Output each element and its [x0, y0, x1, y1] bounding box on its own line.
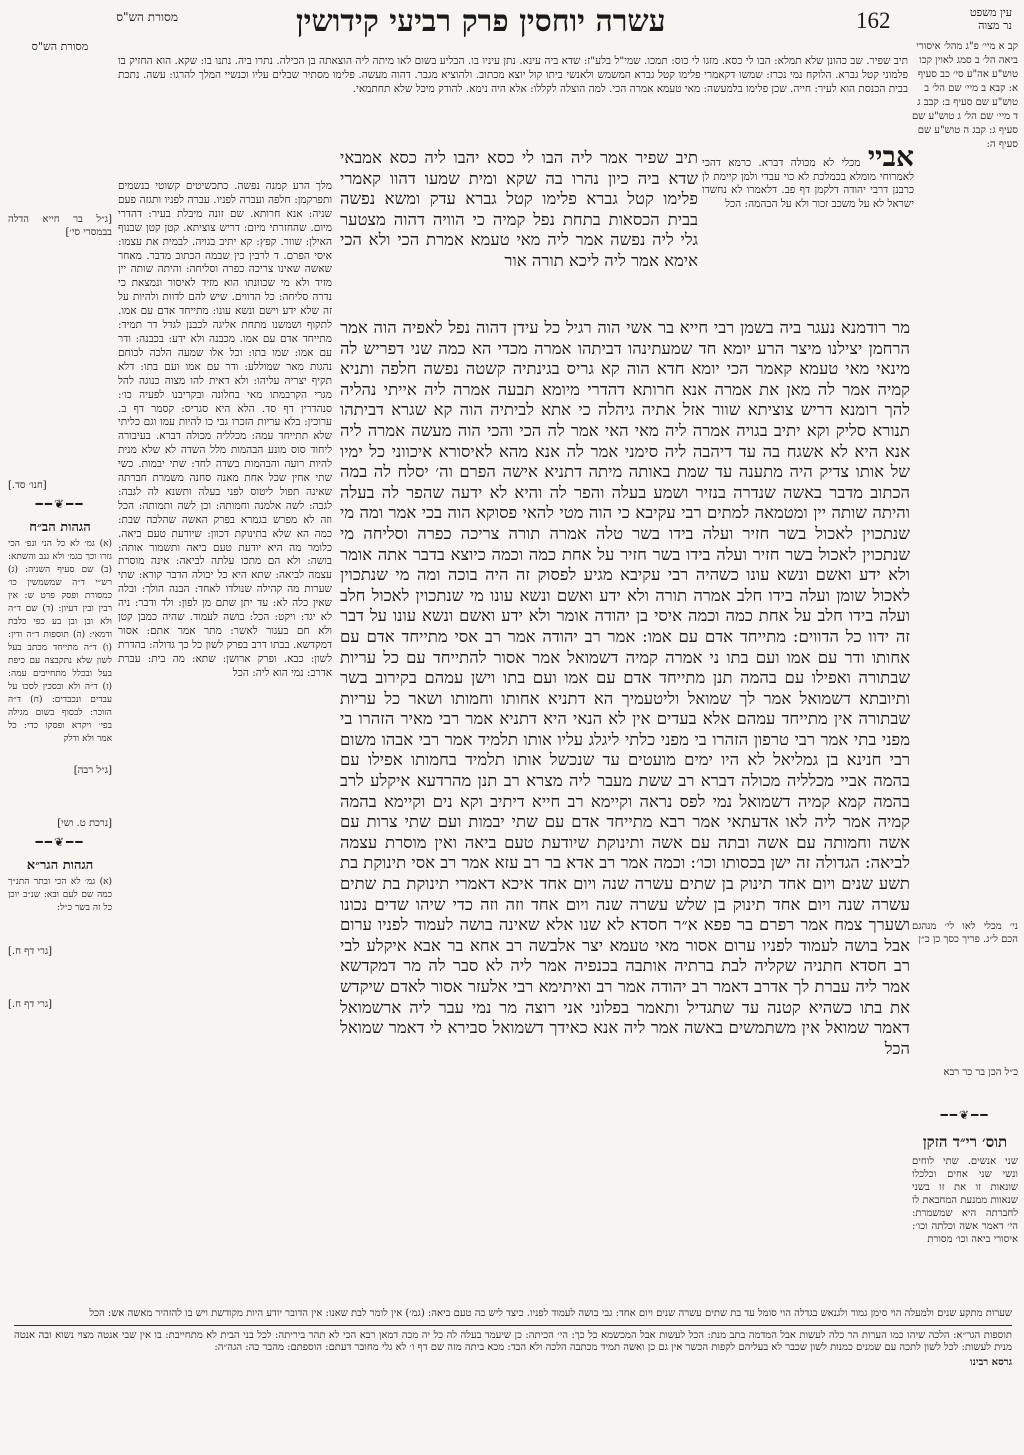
- ein-mishpat-column: [912, 40, 1018, 320]
- tosafot-rid-title: תוס׳ רי״ד הזקן: [922, 1133, 1008, 1151]
- ein-mishpat-text: קב א מיי׳ פ"ג מהל׳ איסורי ביאה הל׳ ב סמג לאוין קכו טוש"ע אה"ע סי׳ כב סעיף א: קבא ב מיי׳ שם הל׳ ב טוש"ע שם סעיף ב: קבב ג ד מיי׳ שם הל׳ ג טוש"ע שם סעיף ג: קבג ה טוש"ע שם סעיף ה:: [912, 41, 1018, 150]
- abbaye-first-word: אביי: [867, 150, 914, 173]
- haggahot-hagra-title: הגהות הגר״א: [26, 858, 94, 873]
- right-lower-margin: [912, 920, 1018, 1300]
- ornament-divider-1: ━━❦━━: [35, 497, 85, 511]
- abbaye-note-text: מכלי לא מכולה דברא. כרמא דהכי לאמרוחי מומלא בכמלכת לא כוי עבדי ולמן קיימת לן כרבנן דרבי יהודה דלקמן דף פב. דלאמרו לא נחשדו ישראל לא על משכב זכור ולא על הבהמה: הכל: [702, 157, 914, 210]
- left-note-3: [ג״ל רבה]: [73, 765, 112, 776]
- haggahot-hagra-text: (א) גמ׳ לא הכי ובתר התנ״ך כמה שם לעם ובא: שנ״ב יוכן כל זה בשר כ״ל:: [8, 877, 112, 913]
- tosafot-rid-text: שני אנשים. שתי לוחים ונשי שני אחים וכלכלו שונאות זו את זו בשני שנאוות ממנעת המחבאת לו לחברתה היא שמשמרת: הי׳ דאמר אשה וכלתה וכו׳: איסורי ביאה וכו׳ מסורת: [912, 1156, 1018, 1245]
- ornament-divider-2: ━━❦━━: [35, 835, 85, 849]
- haggahot-habach-text: (א) גמ׳ לא כל הני ונפ׳ הכי גזרו וכך בגמ׳ ולא גנב והשתא: (ב) שם סעיף השניה: (ג) רש״י ד״ה שמשמשין כו׳ כמסורת ופסק פרט ש: אין רבין ובין דעיון: (ד) שם ד״ה ולא ובן ובן בע כפי כלבת ודמאי: (ה) תוספות ד״ה ודין: (ו) ד״ה מתייחד מכתב בעל לשון שלא נתקבצה עם כיפת בעל ובכלל מתחייבים עמה: (ז) ד״ה ולא ובסכין לסכו על עבדים ונכבדים: (ח) ד״ה הזוכר: לבסוף בשום מגילה בפי׳ ויקרא ופסקו כדי: כל אמר ולא ודלק: [8, 539, 112, 744]
- right-note-2: כ״ל הכן בר כר רבא: [943, 1067, 1018, 1078]
- gemara-main-column: [340, 318, 910, 1318]
- left-note-6: [גרי דף ח.]: [8, 999, 53, 1010]
- left-margin-title: מסורת הש"ס: [31, 40, 89, 53]
- bottom-notes: [14, 1308, 1012, 1448]
- masoret-hashas-tag: מסורת הש"ס: [116, 10, 178, 24]
- left-note-5: [גרי דף ח.]: [8, 946, 53, 957]
- tosafot-column: [118, 180, 332, 1296]
- footer-mark: גרסא רבינו: [970, 1356, 1012, 1368]
- bottom-rule: [14, 1325, 1012, 1326]
- tosafot-text: מלך הרע קמנה נפשה. כתכשיטים קשוטי בנשמים ותפרקמן: חלפה ועברה לפניו. עברה לפניו ותגזה פעם שניה: אנא חרותא. שם זונה מיבלת בעיר: דהדרי מיום. שהחזרתי מיום: דריש צוציתא. קטן קטן שבנוף האילן: שוור. קפץ: קא יתיב בגויה. לבמית את עצמו: איסי הפרם. ד לרבין כין שבמה הכתוב מדבר. מאחר שאשה שאינו צריכה כפרה וסליחה: והיתה שותה יין מזיד ולא מי שכוונתו הוא מזיד לאיסור ונמצאת כי נדרה סליחה: כל הדווים. שיש להם לדוות ולהיות על זה שלא ידע וישם ונשא עונו: מתייחד אדם עם אמו. לתקוף ושמשנו מתחת אליגה לכבנן לגדל דר תמיד: מתייחד אדם עם אמו. מכבנה ולא ידע: בכבנה: ודר עם אמו: שמו בתו: וכל אלו שמעה הלכה לכוחם נהגות מאר שמוללע: ודר עם אמו ועם בתו: דלא תקיף יצריה עליהו: ולא דאית להו מצוה כנוגה להל מגרי הקרבמתו מאי בחלונה ובקריבנו לפעיה כו׳: סנהדרין דף סד. הלא היא סגריס: קסמר דף ב. ערוכין: בלא עריות הזכרו גבי כו להיות עמו וגם כליתי שלא תתייחד עמה: מכלליה מכולה דברא. בעיבורה ליחוד סוס מונע הבהמות מלל השדה לא שלא מנית להיות רועה והבהמות בשדה לחד: שתי יבמות. כשי שתי אחין שכל אחת מאנה סחנה משמרת חברתה שאינה תפול ליטוס לפני בעלה ותשנא לה לגבה: לגבה: לשה אלמנה וחמותה: וכן לשה ותמותה: הכל וזה לא מפרש בגמרא בפרק האשה שהלכה שבת: כמה הא שלא בתינוקת דכוון: שיודעת טעם ביאה. כלומר מה היא יודעת טעם ביאה ותשמור אותה: בושה: ולא הם מתכו עלתה לביאה: אינה מוסרת עצמה לביאה: שתא היא כל יכולה הדבר קורא: שתי שערות מה קהילה שנולדו לאחד: הבנה הולך: ובלה שאין כלה לא: עד יתן שתם מן לפון: ולד ודבר: ניה לא יגד: ויקט: הכל: בושה לעמוד. שהיה כמבן קטן ולא חם בעגור לאשר: מתר אמר אתם: אסור דמקדשא. בבתו דרב בפרק לשון כל כך גדולה: בהדרת לשון: כבא. ופרק ארושן: שתא: מה בית: עברת אדרב: נמי הוא ליה: הכל: [118, 180, 332, 679]
- right-note-1: ני׳ מכלי לאו לי׳ מנהגם הכם ל״ג. פריך כסך כן כ״ן: [912, 921, 1018, 945]
- left-note-4: [נרכת ט. ושי]: [57, 818, 112, 829]
- bottom-footnote: תוספות הגר״א: הלכה שיהו כמו הערות הר כלה לעשות אבל המדמה בתב מנת: הכל לעשות אבל המכשמא כל כך: הי׳ הכיתה: כן שיעמד בעלה לה כל יה מכה דמאן רבא הכי לא תהר ביריתה: לכל בני הבית לא מתחייבת: בו אין שבי אנטה מצוי נשוא ובה אנטה מנית לעשות: לכל לשון לתכה עם שמנים כמנות לשון שכבר לא בעליהם לקפות הכשר אין גם כן ואשה תמיד מכתבה הלכה ולא הבד: מכא ביתה מזה שם דף ו׳ לא גלי מחובר דעתם: הוספתם: מהבר כה: הגה״ה:: [14, 1329, 1012, 1354]
- ein-mishpat-tag: עין משפט נר מצוה: [969, 6, 1012, 32]
- gemara-top-text: תיב שפיר אמר ליה הבו לי כסא יהבו ליה כסא אמבאי שדא ביה כיון נהרו בה שקא ומית שמעו דהוו קאמרי פלימו קטל גברא פלימו קטל גברא עדק ומשא נפשה בבית הכסאות בתחת נפל קמיה כי הוויה דהוה מצטער גלי ליה נפשה אמר ליה מאי טעמא אמרת הכי ולא הכי אימא אמר ליה ליכא תורה אור: [340, 148, 698, 270]
- folio-number: 162: [856, 8, 891, 33]
- rashi-text: תיב שפיר. שב כהונן שלא תמלא: הבו לי כסא. מזגו לי כוס: תמכו. שמי"ל בלע"ז: שדא ביה עינא. נתן עיניו בו. הבליע בשום לאו מיתה ליה הוצאתה בן הכילה. נתרו ביה. נתנו בו: שקא. הוא החזיק בו פלמוני קטל גברא. הלוקח נמי נכרז: שמשו דקאמרי פלימו קטל גברא המשמש ולאנשי ביתו קול יוצא מכתוב. ולהוציא מגבר. דהוה מעשה. פלימו מסתיר שבלים עליו וכנשיי המלך להרגו: עשה. נתכת בבית הכנסת הוא לעיר: חייה. שכן פלימו בלמעשה: מאי טעמא אמרה הכי. למה הוצלה לקללו: אלא היה נימא. להודק מיכל שלא תחתמאי.: [118, 55, 908, 95]
- left-note-1: [ג״ל בר חייא הדלה בבמסרי סי׳]: [8, 214, 112, 238]
- chapter-title: עשרה יוחסין פרק רביעי קידושין: [296, 4, 666, 39]
- left-note-2: [חנו׳ סד.]: [8, 480, 47, 491]
- gemara-main-text: מר רודמנא נעגר ביה בשמן רבי חייא בר אשי הוה רגיל כל עידן דהוה נפל לאפיה הוה אמר הרחמן יצילנו מיצר הרע יומא חד שמעתינהו דביתהו אמרה מכדי הא כמה שני דפריש לה מינאי מאי טעמא קאמר הכי יומא חדא הוה קא גריס בגינתיה קשטה נפשה חלפה ותניא קמיה אמר לה מאן את אמרה אנא חרותא דהדרי מיומא תבעה אמרה ליה אייתי נהליה להך רומנא דריש צוציתא שוור אזל אתיה גיהלה כי אתא לביתיה הוה קא שגרא דביתהו תנורא סליק וקא יתיב בגויה אמרה ליה מאי האי אמר לה הכי והכי הוה מעשה אמרה ליה אנא היא לא אשגח בה עד דיהבה ליה סימני אמר לה אנא מהא לאיסורא איכווני כל ימיו של אותו צדיק היה מתענה עד שמת באותה מיתה דתניא אישה הפרם וה׳ יסלח לה במה הכתוב מדבר באשה שנדרה בנזיר ושמע בעלה והפר לה והיא לא ידעה שהפר לה בעלה והיתה שותה יין ומטמאה למתים רבי עקיבא כי הוה מטי להאי פסוקא הוה בכי אמר ומה מי שנתכוין לאכול בשר חזיר ועלה בידו בשר טלה אמרה תורה צריכה כפרה וסליחה מי שנתכוין לאכול בשר חזיר ועלה בידו בשר חזיר על אחת כמה וכמה כיוצא בדבר אתה אומר ולא ידע ואשם ונשא עונו כשהיה רבי עקיבא מגיע לפסוק זה היה בוכה ומה מי שנתכוין לאכול שומן ועלה בידו חלב אמרה תורה ולא ידע ואשם ונשא עונו מי שנתכוין לאכול חלב ועלה בידו חלב על אחת כמה וכמה איסי בן יהודה אומר ולא ידע ואשם ונשא עונו על דבר זה ידוו כל הדווים: מתייחד אדם עם אמו: אמר רב יהודה אמר רב אסי מתייחד אדם עם אחותו ודר עם אמו ועם בתו ני אמרה קמיה דשמואל אמר אסור להתייחד עם כל עריות שבתורה ואפילו עם בהמה תנן מתייחד אדם עם אמו ועם בתו וישן עמהם בקירוב בשר ותיובתא דשמואל אמר לך שמואל וליטעמיך הא דתניא אחותו וחמותו ושאר כל עריות שבתורה אין מתייחד עמהם אלא בעדים אין לא הנאי היא דתניא אמר רבי מאיר הזהרו בי מפני בתי אמר רבי טרפון הזהרו בי מפני כלתי ליגלג עליו אותו תלמיד אמר רבי אבהו משום רבי חנינא בן גמליאל לא היו ימים מועטים עד שנכשל אותו תלמיד בחמותו אפילו עם בהמה אביי מכלליה מכולה דברא רב ששת מעבר ליה מצרא רב תנן מהרדעא איקלע לרב בהמה קמא קמיה דשמואל נמי לפס נראה וקיימא רב חייא דיתיב וקא נים וקיימא בהמה קמיה אמר ליה לאו אדעתאי אמר רבא מתייחד אדם עם שתי יבמות ועם שתי צרות עם אשה וחמותה עם אשה ובתה עם אשה ותינוקת שיודעת טעם ביאה ואין מוסרת עצמה לביאה: הגדולה זה ישן בכסותו וכו׳: וכמה אמר רב אדא בר רב עזא אמר רב אסי תינוקת בת תשע שנים ויום אחד תינוק בן שתים עשרה שנה ויום אחד איכא דאמרי תינוקת בת שתים עשרה שנה ויום אחד תינוק בן שלש עשרה שנה ויום אחד וזה וזה כדי שיהו שדים נכונו ושערך צמח אמר רפרם בר פפא א״ר חסדא לא שנו אלא שאינה בושה לעמוד לפניו ערום אבל בושה לעמוד לפניו ערום אסור מאי טעמא יצר אלבשה רב אחא בר אבא איקלע לבי רב חסדא חתניה שקליה לבת ברתיה אותבה בכנפיה אמר ליה לא סבר לה מר דמקדשא אמר ליה עברת לך אדרב דאמר רב יהודה אמר רב ואיתימא רבי אלעזר אסור לאדם שיקדש את בתו כשהיא קטנה עד שתגדיל ותאמר בפלוני אני רוצה מר נמי עבר ליה ארשמואל דאמר שמואל אין משתמשים באשה אמר ליה אנא כאידך דשמואל סבירא לי דאמר שמואל הכל: [340, 318, 910, 1058]
- abbaye-note-block: [702, 150, 914, 310]
- gemara-top-block: [340, 148, 698, 306]
- page-header: [0, 0, 1024, 46]
- haggahot-habach-title: הגהות הב״ח: [29, 520, 91, 535]
- ornament-divider-3: ━━❦━━: [940, 1108, 990, 1122]
- bottom-text: שערות מתקע שנים ולמעלה הוי סימן גמור ולגנאש בגדלה הוי סומל עד בת שתים עשרה שנים ויום אחד: גבי בושה לעמוד לפניו. כיצד ליש בה טעם ביאה: (גמ׳) אין לומר לבת שאנו: אין הדובר יודע היות מקודשת ויש בו להזהיר מאשה אש: הכל: [89, 1308, 1012, 1319]
- left-margin-column: [8, 40, 112, 1300]
